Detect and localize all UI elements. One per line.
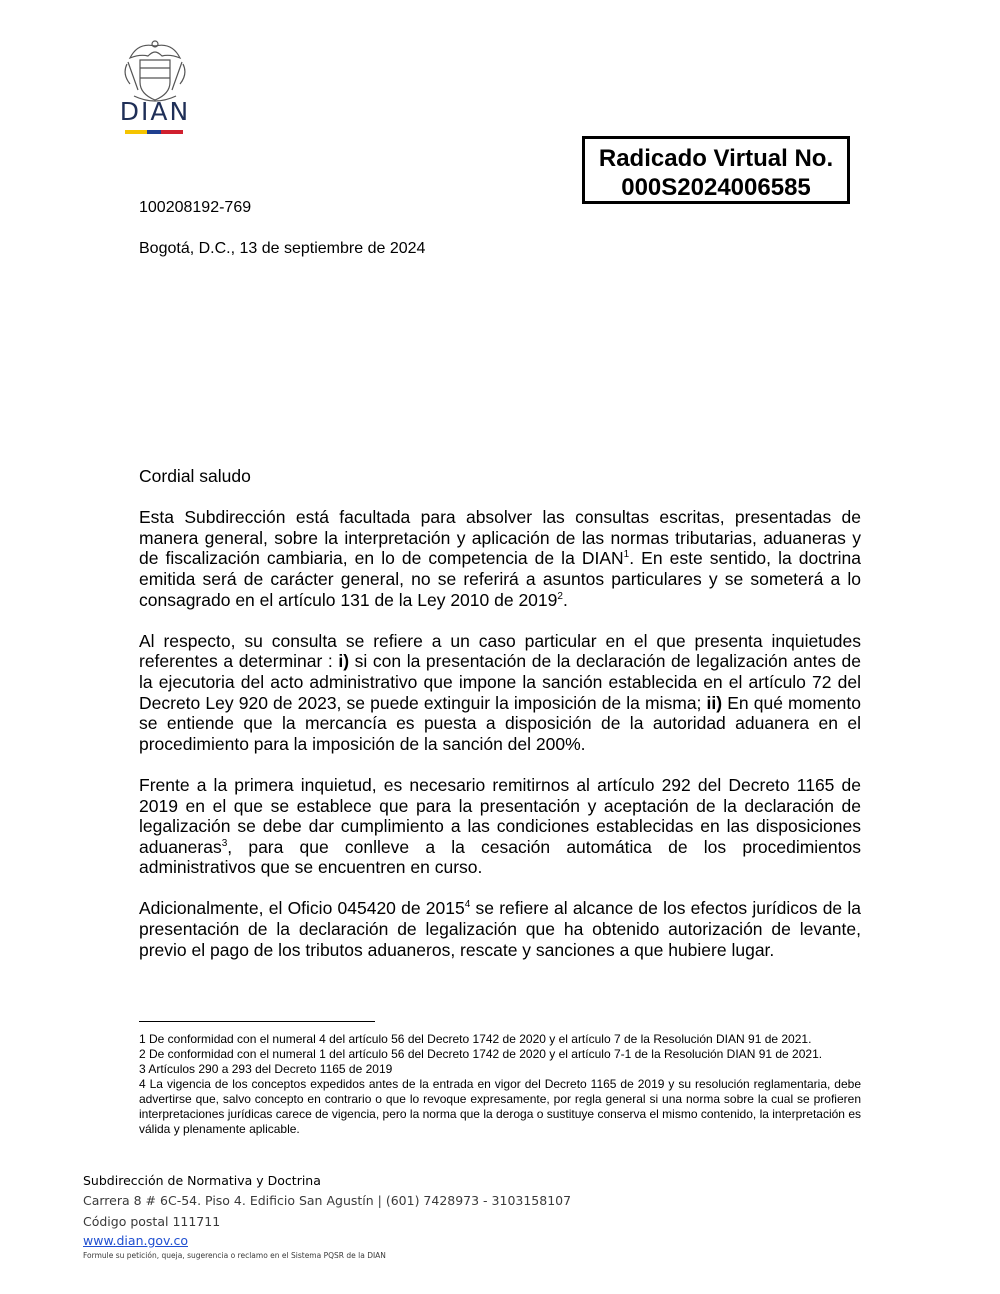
paragraph-2-text-c: En qué momento se entiende que la mercancía es puesta a disposición de la autoridad aduanera en el procedimiento para la imposición de la sanción del 200%. <box>139 692 861 754</box>
item-marker-i: i) <box>338 651 350 672</box>
footnote-3: 3 Artículos 290 a 293 del Decreto 1165 de 2019 <box>139 1062 393 1076</box>
footer-pqsr-note: Formule su petición, queja, sugerencia o reclamo en el Sistema PQSR de la DIAN <box>83 1251 386 1260</box>
paragraph-4-text-a: Adicionalmente, el Oficio 045420 de 2015 <box>139 898 465 919</box>
page-footer <box>83 1172 571 1261</box>
dian-logo <box>100 34 210 138</box>
paragraph-3-text-b: , para que conlleve a la cesación automática de los procedimientos administrativos que se encuentren en curso. <box>139 836 861 878</box>
letter-body <box>139 466 861 981</box>
footnote-4: 4 La vigencia de los conceptos expedidos antes de la entrada en vigor del Decreto 1165 de 2019 y su resolución reglamentaria, debe advertirse que, salvo concepto en contrario o que lo revoque expresamente, por regla general si una norma sobre la cual se profieren interpretaciones jurídicas carece de vigencia, pero la norma que la deroga o sustituye conserva el mismo contenido, la interpretación es válida y plenamente aplicable. <box>139 1077 861 1136</box>
logo-text: DIAN <box>119 97 191 126</box>
footnote-ref-1: 1 <box>623 549 630 561</box>
radicado-label: Radicado Virtual No. <box>598 145 834 172</box>
paragraph-3-text-a: Frente a la primera inquietud, es necesario remitirnos al artículo 292 del Decreto 1165 de 2019 en el que se establece que para la presentación y aceptación de la declaración de legalización se debe dar cumplimiento a las condiciones establecidas en las disposiciones aduaneras <box>139 774 861 857</box>
paragraph-1-text-b: . En este sentido, la doctrina emitida será de carácter general, no se referirá a asuntos particulares y se someterá a lo consagrado en el artículo 131 de la Ley 2010 de 2019 <box>139 548 862 610</box>
footer-address: Carrera 8 # 6C-54. Piso 4. Edificio San Agustín | (601) 7428973 - 3103158107 <box>83 1193 572 1208</box>
paragraph-2-text-b: si con la presentación de la declaración de legalización antes de la ejecutoria del acto administrativo que impone la sanción establecida en el artículo 72 del Decreto Ley 920 de 2023, se puede extinguir la imposición de la misma; <box>139 651 862 713</box>
footnote-2: 2 De conformidad con el numeral 1 del artículo 56 del Decreto 1742 de 2020 y el artículo 7-1 de la Resolución DIAN 91 de 2021. <box>139 1047 823 1061</box>
paragraph-1-text-c: . <box>562 589 568 610</box>
footnote-1: 1 De conformidad con el numeral 4 del artículo 56 del Decreto 1742 de 2020 y el artículo 7 de la Resolución DIAN 91 de 2021. <box>139 1032 812 1046</box>
footnote-ref-2: 2 <box>557 590 563 602</box>
reference-number: 100208192-769 <box>139 199 252 216</box>
footnotes <box>139 1032 861 1137</box>
paragraph-3 <box>139 775 861 878</box>
footnote-ref-3: 3 <box>221 837 228 849</box>
footer-department: Subdirección de Normativa y Doctrina <box>83 1173 321 1188</box>
paragraph-4 <box>139 898 861 960</box>
paragraph-4-text-b: se refiere al alcance de los efectos jurídicos de la presentación de la declaración de legalización que ha obtenido autorización de levante, previo el pago de los tributos aduaneros, rescate y sanciones a que hubiere lugar. <box>139 898 861 960</box>
item-marker-ii: ii) <box>706 692 723 713</box>
footnote-separator <box>139 1021 375 1022</box>
radicado-number: 000S2024006585 <box>621 174 811 201</box>
paragraph-1 <box>139 507 861 610</box>
radicado-box <box>582 136 850 204</box>
place-date: Bogotá, D.C., 13 de septiembre de 2024 <box>139 240 426 257</box>
footnote-ref-4: 4 <box>464 899 471 911</box>
footer-postal-code: Código postal 111711 <box>83 1214 221 1229</box>
coat-of-arms-icon <box>100 34 210 138</box>
paragraph-1-text-a: Esta Subdirección está facultada para absolver las consultas escritas, presentadas de manera general, sobre la interpretación y aplicación de las normas tributarias, aduaneras y de fiscalización cambiaria, en lo de competencia de la DIAN <box>139 507 861 569</box>
greeting: Cordial saludo <box>139 466 251 486</box>
paragraph-2-text-a: Al respecto, su consulta se refiere a un caso particular en el que presenta inquietudes referentes a determinar : <box>139 630 861 672</box>
footer-website-link[interactable]: www.dian.gov.co <box>83 1233 188 1248</box>
paragraph-2 <box>139 631 861 755</box>
